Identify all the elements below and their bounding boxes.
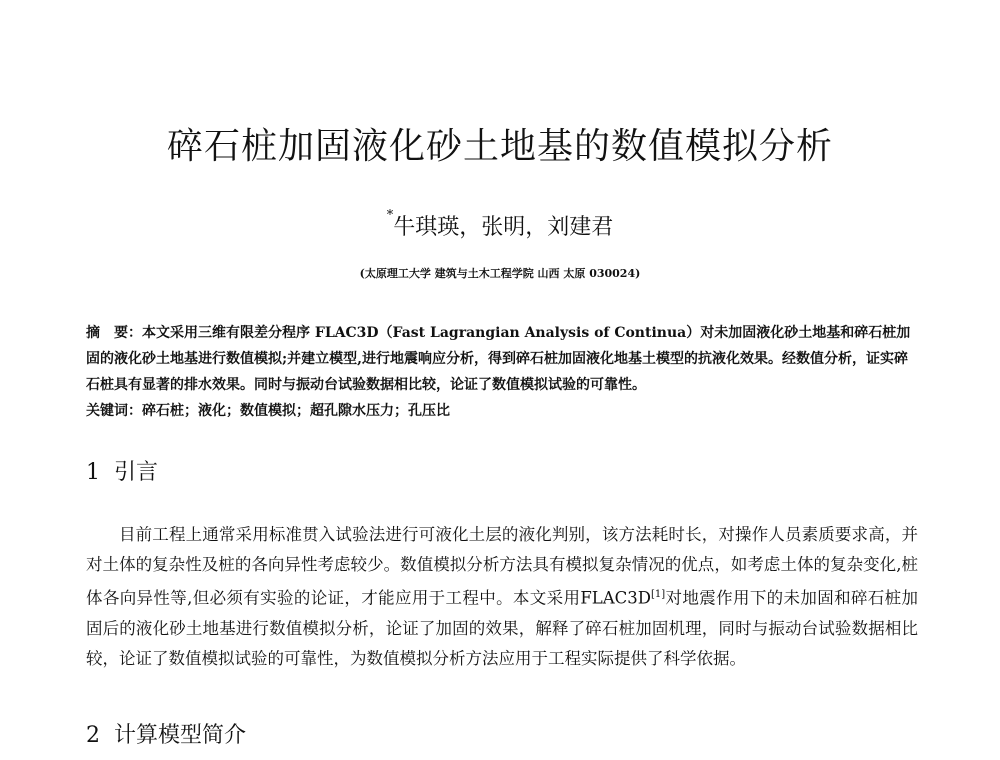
paper-title: 碎石桩加固液化砂土地基的数值模拟分析 bbox=[166, 126, 833, 167]
section-heading-intro bbox=[86, 455, 158, 486]
section-title: 引言 bbox=[114, 460, 159, 485]
intro-text-part2: 对地震作用下的未加固和碎石桩加固后的液化砂土地基进行数值模拟分析，论证了加固的效果，解释了碎石桩加固机理，同时与振动台试验数据相比较，论证了数值模拟试验的可靠性，为数值模拟分析方法应用于工程实际提供了科学依据。 bbox=[86, 588, 919, 668]
citation-ref: [1] bbox=[651, 589, 666, 600]
section-number: 1 bbox=[86, 460, 100, 485]
section-title: 计算模型简介 bbox=[114, 723, 247, 748]
intro-paragraph bbox=[86, 520, 918, 674]
section-heading-model bbox=[86, 718, 246, 749]
affiliation: (太原理工大学 建筑与土木工程学院 山西 太原 030024) bbox=[359, 267, 641, 280]
keywords-label: 关键词： bbox=[86, 403, 142, 419]
author-names: 牛琪瑛，张明，刘建君 bbox=[393, 215, 614, 240]
abstract-label: 摘 要： bbox=[86, 325, 142, 341]
abstract-text: 本文采用三维有限差分程序 FLAC3D（Fast Lagrangian Analysis of Continua）对未加固液化砂土地基和碎石桩加固的液化砂土地基进行数值模拟;并建立模型,进行地震响应分析，得到碎石桩加固液化地基土模型的抗液化效果。经数值分析，证实碎石桩具有显著的排水效果。同时与振动台试验数据相比较，论证了数值模拟试验的可靠性。 bbox=[86, 325, 911, 393]
section-number: 2 bbox=[86, 723, 100, 748]
corresponding-author-marker: * bbox=[386, 208, 394, 223]
keywords bbox=[86, 398, 916, 424]
intro-text-part1: 目前工程上通常采用标准贯入试验法进行可液化土层的液化判别，该方法耗时长，对操作人员素质要求高，并对土体的复杂性及桩的各向异性考虑较少。数值模拟分析方法具有模拟复杂情况的优点，如考虑土体的复杂变化,桩体各向异性等,但必须有实验的论证，才能应用于工程中。本文采用FLAC3D bbox=[86, 525, 918, 608]
abstract bbox=[86, 320, 916, 398]
author-list bbox=[0, 210, 1000, 241]
keywords-text: 碎石桩；液化；数值模拟；超孔隙水压力；孔压比 bbox=[142, 403, 450, 419]
